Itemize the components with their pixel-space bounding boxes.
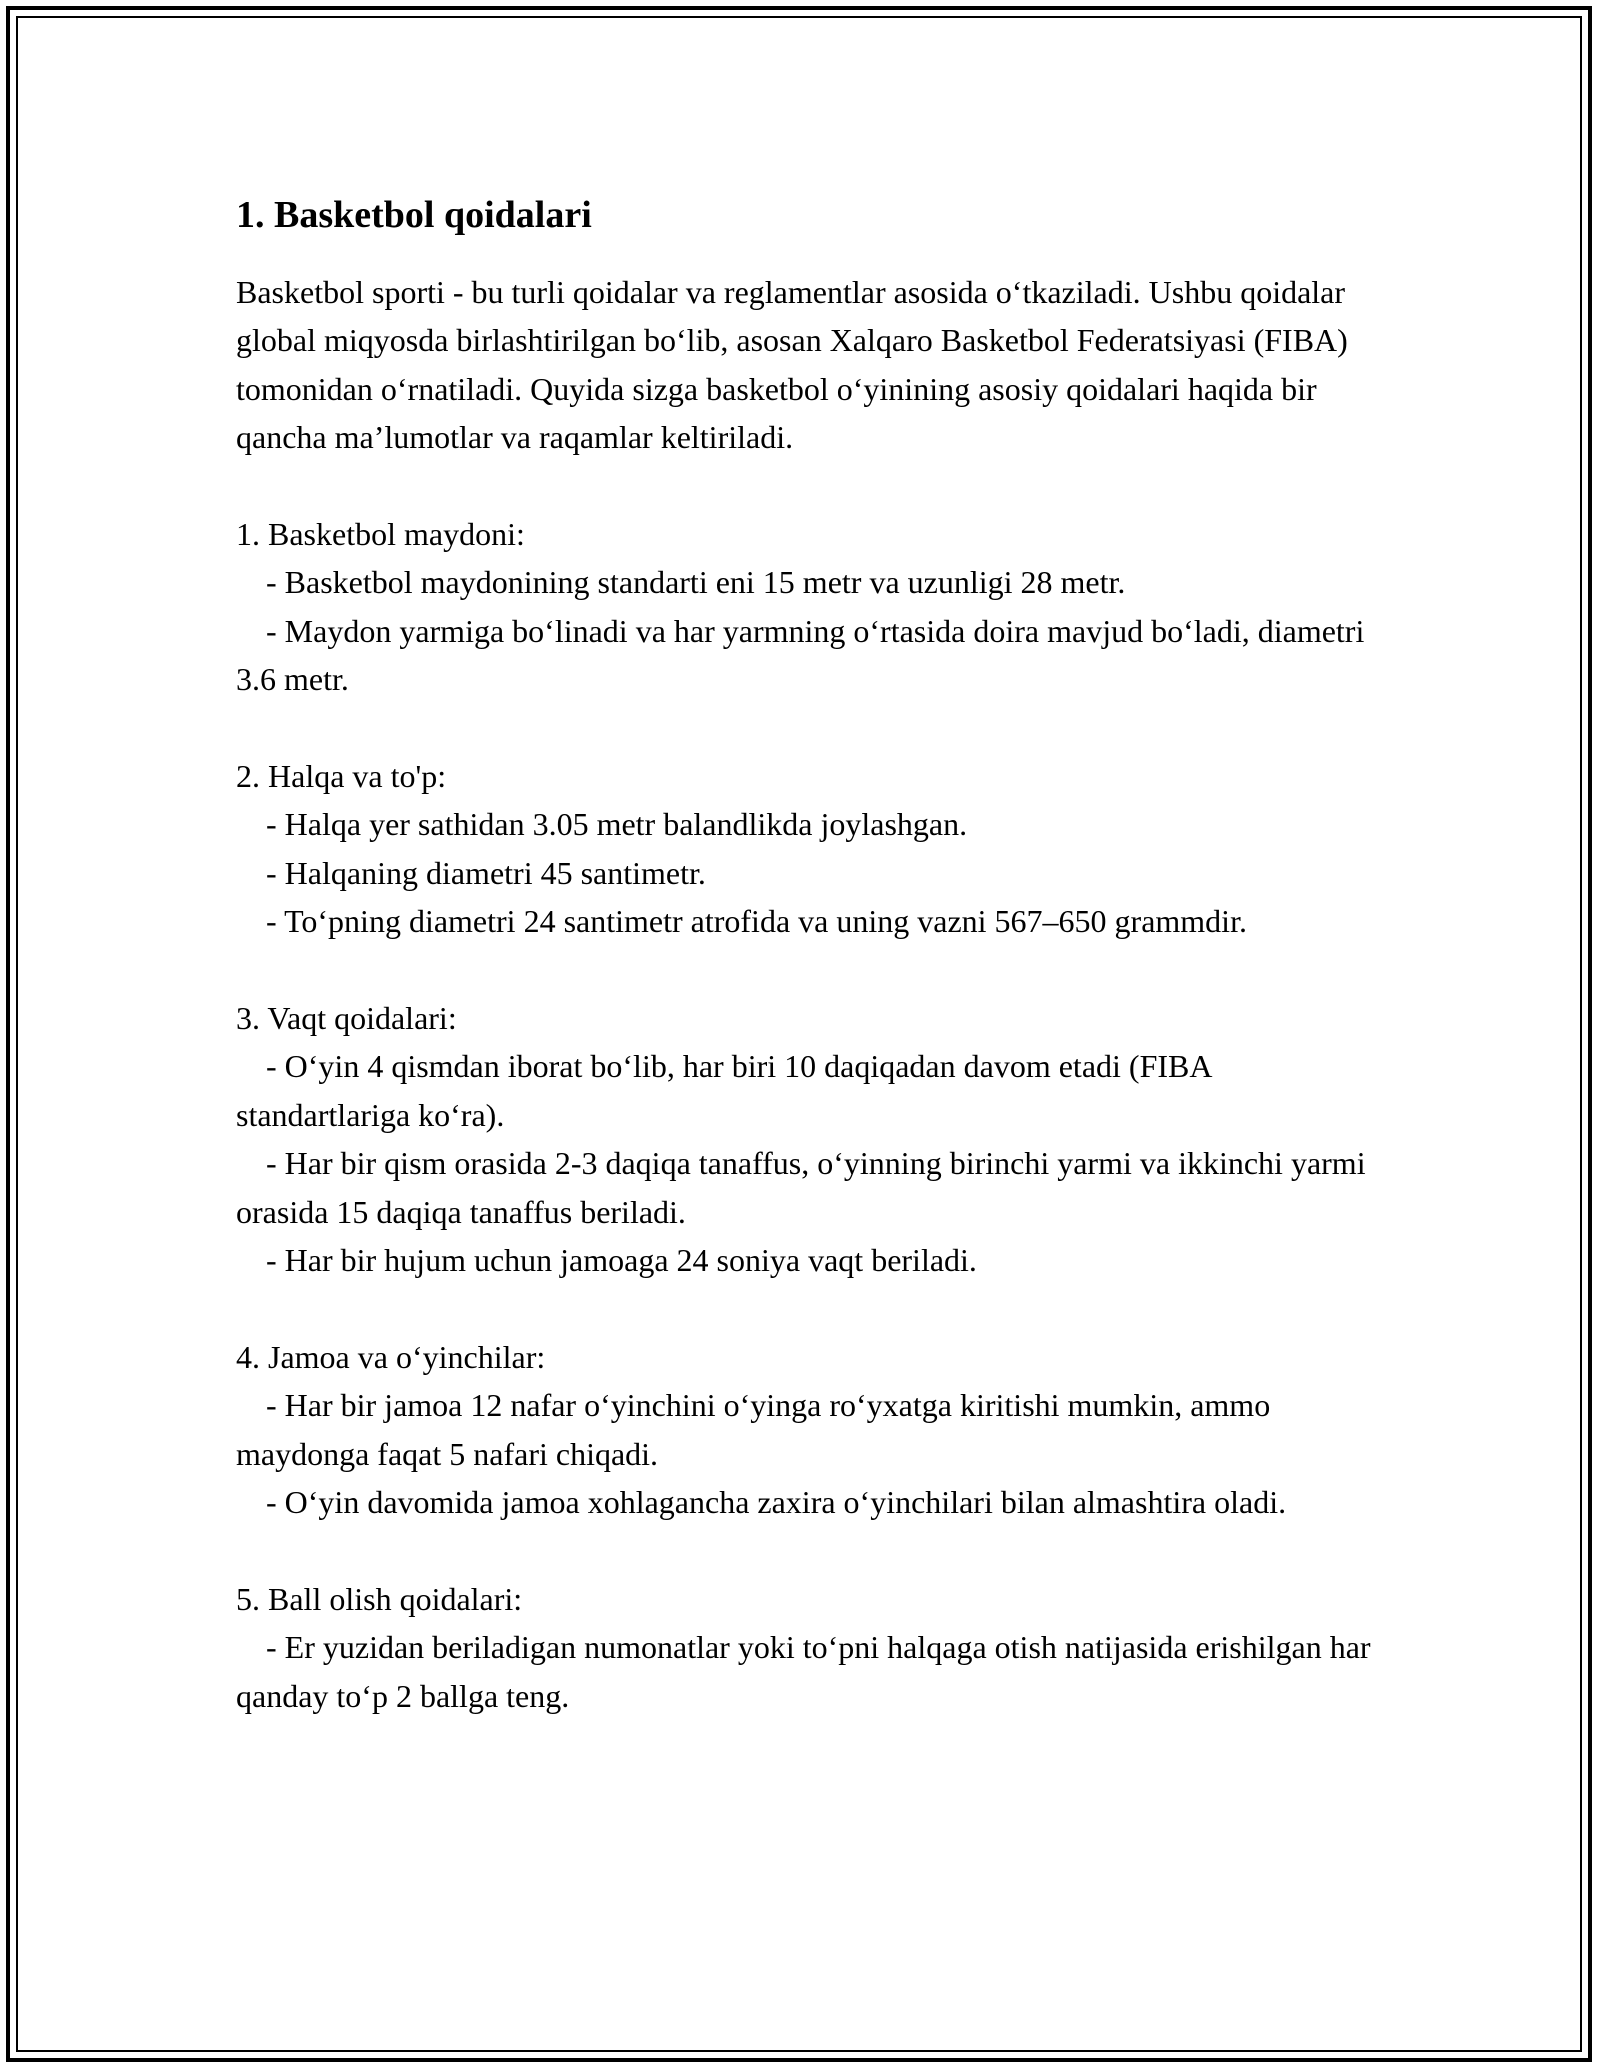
section-heading: 4. Jamoa va o‘yinchilar: [236, 1338, 546, 1375]
list-item [236, 1139, 1386, 1236]
list-item-text: - Har bir hujum uchun jamoaga 24 soniya vaqt beriladi. [266, 1242, 977, 1279]
list-item [236, 1623, 1386, 1720]
list-item [236, 849, 1386, 897]
list-item [236, 607, 1386, 704]
list-item-text: - Halqa yer sathidan 3.05 metr balandlikda joylashgan. [266, 806, 968, 843]
list-item-text: - Maydon yarmiga bo‘linadi va har yarmning o‘rtasida doira mavjud bo‘ladi, diametri 3.6 metr. [236, 612, 1365, 698]
section-heading: 3. Vaqt qoidalari: [236, 1000, 457, 1037]
list-item [236, 1478, 1386, 1526]
list-item [236, 1381, 1386, 1478]
section-court [236, 510, 1386, 704]
section-time-rules [236, 994, 1386, 1284]
list-item [236, 558, 1386, 606]
document-title: 1. Basketbol qoidalari [236, 194, 592, 236]
section-heading: 2. Halqa va to'p: [236, 758, 447, 795]
list-item [236, 1236, 1386, 1284]
list-item-text: - Basketbol maydonining standarti eni 15 metr va uzunligi 28 metr. [266, 564, 1126, 601]
section-teams-players [236, 1333, 1386, 1527]
document-body [236, 182, 1386, 1720]
list-item-text: - To‘pning diametri 24 santimetr atrofida va uning vazni 567–650 grammdir. [266, 903, 1247, 940]
list-item-text: - O‘yin davomida jamoa xohlagancha zaxira o‘yinchilari bilan almashtira oladi. [266, 1484, 1287, 1521]
list-item-text: - O‘yin 4 qismdan iborat bo‘lib, har biri 10 daqiqadan davom etadi (FIBA standartlariga ko‘ra). [236, 1048, 1211, 1133]
list-item-text: - Er yuzidan beriladigan numonatlar yoki to‘pni halqaga otish natijasida erishilgan har qanday to‘p 2 ballga teng. [236, 1629, 1371, 1714]
section-hoop-ball [236, 752, 1386, 946]
intro-paragraph: Basketbol sporti - bu turli qoidalar va reglamentlar asosida o‘tkaziladi. Ushbu qoidalar global miqyosda birlashtirilgan bo‘lib, asosan Xalqaro Basketbol Federatsiyasi (FIBA) tomonidan o‘rnatiladi. Quyida sizga basketbol o‘yinining asosiy qoidalari haqida bir qancha ma’lumotlar va raqamlar keltiriladi. [236, 274, 1356, 456]
list-item-text: - Halqaning diametri 45 santimetr. [266, 854, 706, 891]
section-heading: 1. Basketbol maydoni: [236, 516, 525, 553]
section-heading: 5. Ball olish qoidalari: [236, 1580, 523, 1617]
list-item-text: - Har bir jamoa 12 nafar o‘yinchini o‘yinga ro‘yxatga kiritishi mumkin, ammo maydonga faqat 5 nafari chiqadi. [236, 1387, 1271, 1472]
list-item [236, 897, 1386, 945]
list-item [236, 800, 1386, 848]
list-item [236, 1042, 1386, 1139]
section-scoring [236, 1575, 1386, 1720]
list-item-text: - Har bir qism orasida 2-3 daqiqa tanaffus, o‘yinning birinchi yarmi va ikkinchi yarmi orasida 15 daqiqa tanaffus beriladi. [236, 1145, 1366, 1230]
